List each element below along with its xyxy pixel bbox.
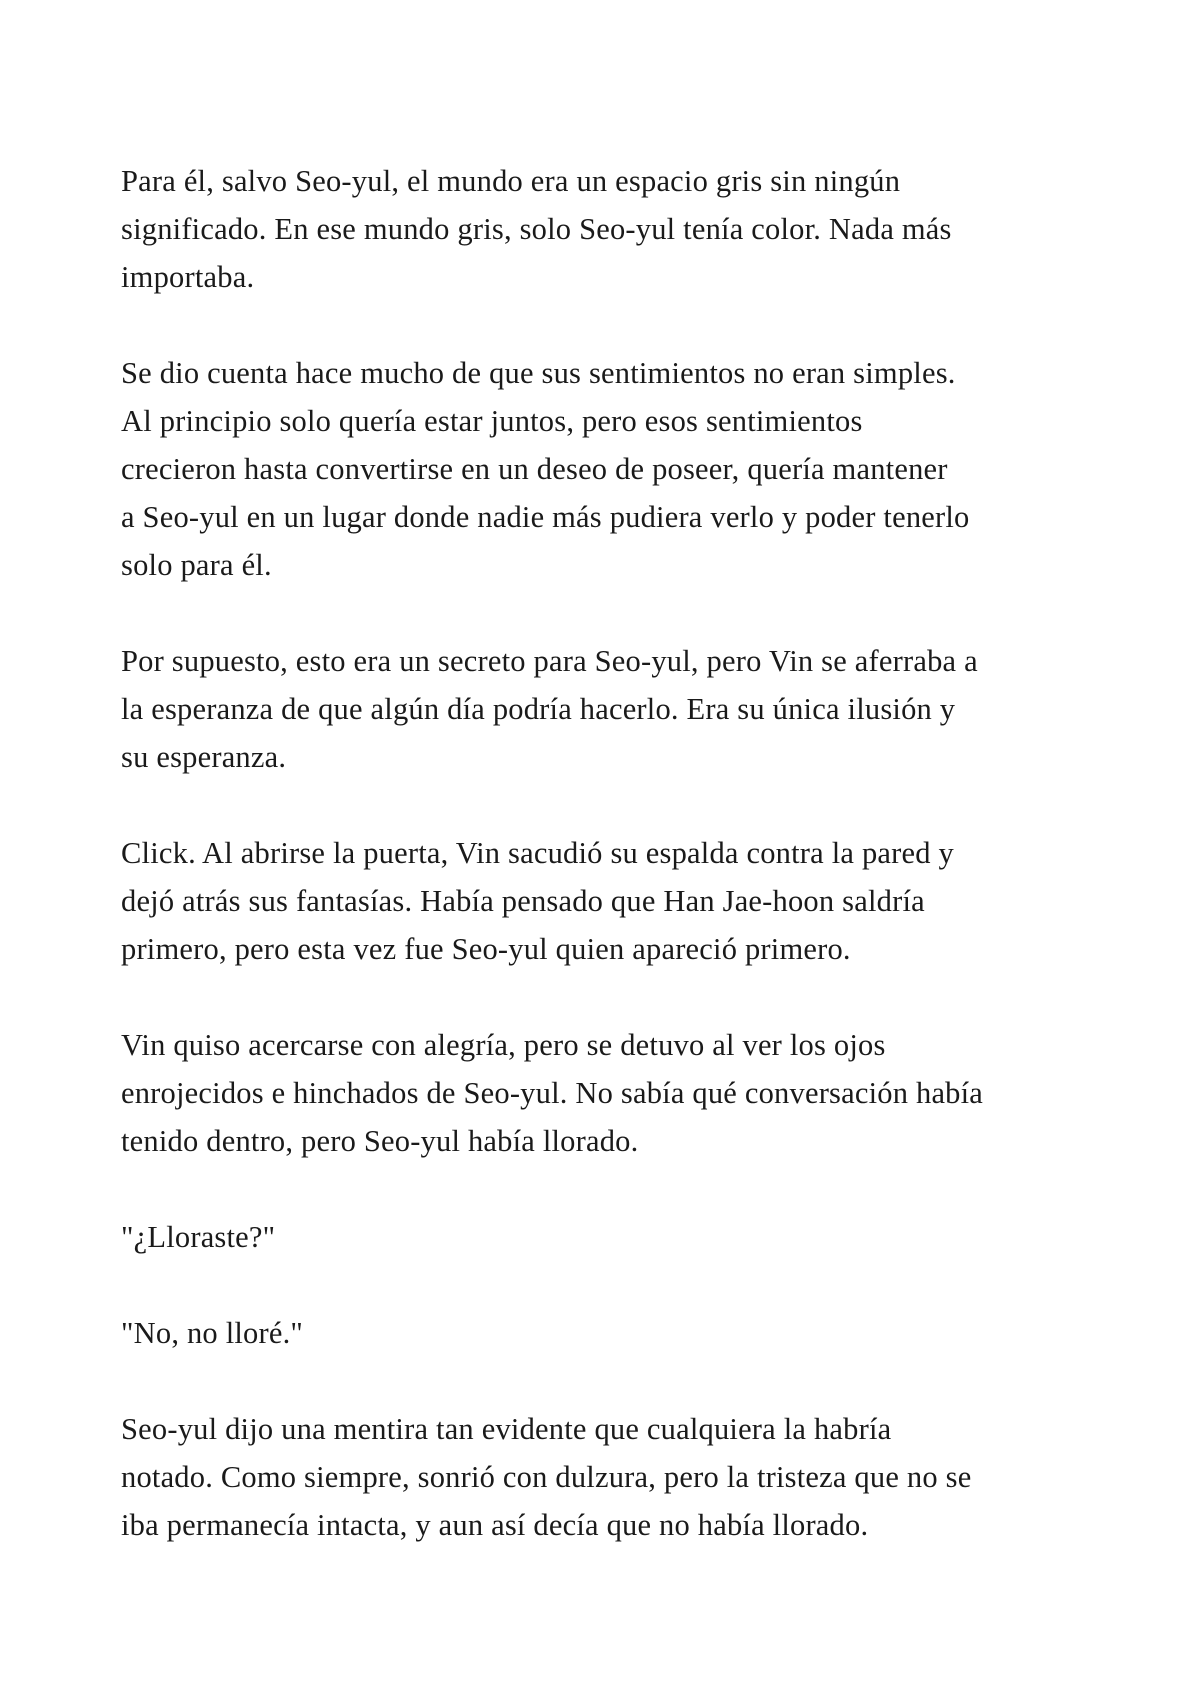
text-line: Vin quiso acercarse con alegría, pero se detuvo al ver los ojos [121,1028,886,1062]
text-line: enrojecidos e hinchados de Seo-yul. No sabía qué conversación había [121,1076,984,1110]
text-line: solo para él. [121,548,272,582]
text-line: Click. Al abrirse la puerta, Vin sacudió su espalda contra la pared y [121,836,954,870]
text-line: importaba. [121,260,255,294]
text-line: "¿Lloraste?" [121,1220,276,1254]
document-body [121,157,1121,1597]
text-line: notado. Como siempre, sonrió con dulzura, pero la tristeza que no se [121,1460,972,1494]
text-line: Se dio cuenta hace mucho de que sus sentimientos no eran simples. [121,356,956,390]
text-line: su esperanza. [121,740,287,774]
paragraph-8 [121,1405,1121,1549]
text-line: Seo-yul dijo una mentira tan evidente que cualquiera la habría [121,1412,892,1446]
text-line: crecieron hasta convertirse en un deseo de poseer, quería mantener [121,452,948,486]
dialogue-answer [121,1309,1121,1357]
text-line: a Seo-yul en un lugar donde nadie más pudiera verlo y poder tenerlo [121,500,970,534]
paragraph-2 [121,349,1121,589]
dialogue-question [121,1213,1121,1261]
text-line: iba permanecía intacta, y aun así decía que no había llorado. [121,1508,869,1542]
text-line: Para él, salvo Seo-yul, el mundo era un espacio gris sin ningún [121,164,901,198]
text-line: dejó atrás sus fantasías. Había pensado que Han Jae-hoon saldría [121,884,925,918]
text-line: Al principio solo quería estar juntos, pero esos sentimientos [121,404,863,438]
paragraph-5 [121,1021,1121,1165]
paragraph-4 [121,829,1121,973]
text-line: la esperanza de que algún día podría hacerlo. Era su única ilusión y [121,692,956,726]
text-line: tenido dentro, pero Seo-yul había llorado. [121,1124,639,1158]
text-line: primero, pero esta vez fue Seo-yul quien apareció primero. [121,932,851,966]
paragraph-3 [121,637,1121,781]
paragraph-1 [121,157,1121,301]
text-line: significado. En ese mundo gris, solo Seo-yul tenía color. Nada más [121,212,952,246]
text-line: Por supuesto, esto era un secreto para Seo-yul, pero Vin se aferraba a [121,644,978,678]
text-line: "No, no lloré." [121,1316,304,1350]
